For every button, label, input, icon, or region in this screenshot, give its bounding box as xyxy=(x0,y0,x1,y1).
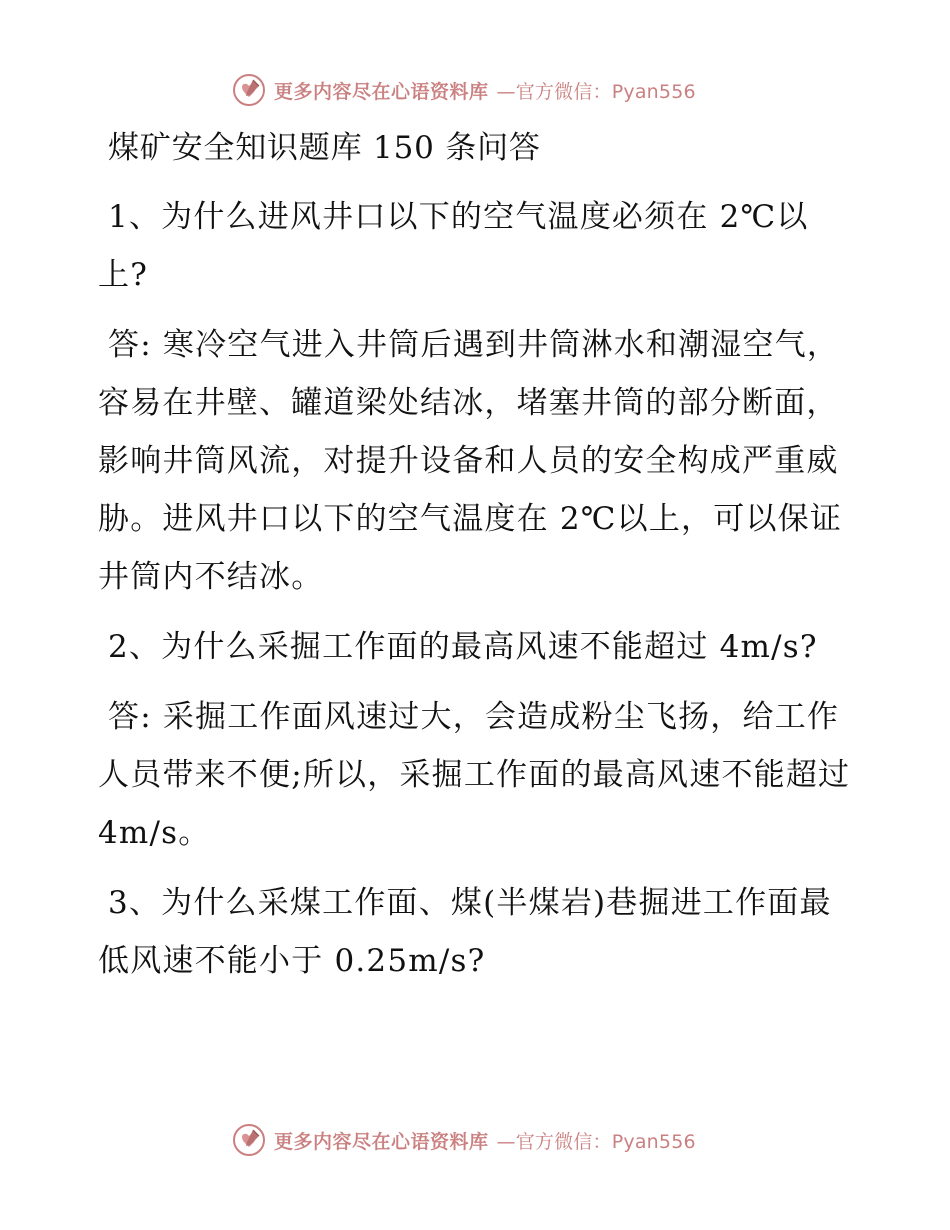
answer-1: 答: 寒冷空气进入井筒后遇到井筒淋水和潮湿空气，容易在井壁、罐道梁处结冰，堵塞井筒的部分断面，影响井筒风流，对提升设备和人员的安全构成严重威胁。进风井口以下的空气温度在 2℃以上，可以保证井筒内不结冰。 xyxy=(98,327,843,595)
watermark-brand: 更多内容尽在心语资料库 xyxy=(274,80,489,103)
header-watermark xyxy=(232,72,752,108)
watermark-wechat: —官方微信：Pyan556 xyxy=(496,80,696,103)
heart-pen-logo-icon xyxy=(232,1123,266,1157)
question-3: 3、为什么采煤工作面、煤(半煤岩)巷掘进工作面最低风速不能小于 0.25m/s? xyxy=(98,885,832,979)
document-title: 煤矿安全知识题库 150 条问答 xyxy=(108,130,541,166)
watermark-brand: 更多内容尽在心语资料库 xyxy=(274,1130,489,1153)
watermark-wechat: —官方微信：Pyan556 xyxy=(496,1130,696,1153)
heart-pen-logo-icon xyxy=(232,73,266,107)
answer-2: 答: 采掘工作面风速过大，会造成粉尘飞扬，给工作人员带来不便;所以，采掘工作面的最高风速不能超过 4m/s。 xyxy=(98,699,851,851)
question-2: 2、为什么采掘工作面的最高风速不能超过 4m/s? xyxy=(108,629,818,665)
question-1: 1、为什么进风井口以下的空气温度必须在 2℃以上? xyxy=(98,199,809,293)
document-content xyxy=(98,120,858,1002)
footer-watermark xyxy=(232,1122,752,1158)
